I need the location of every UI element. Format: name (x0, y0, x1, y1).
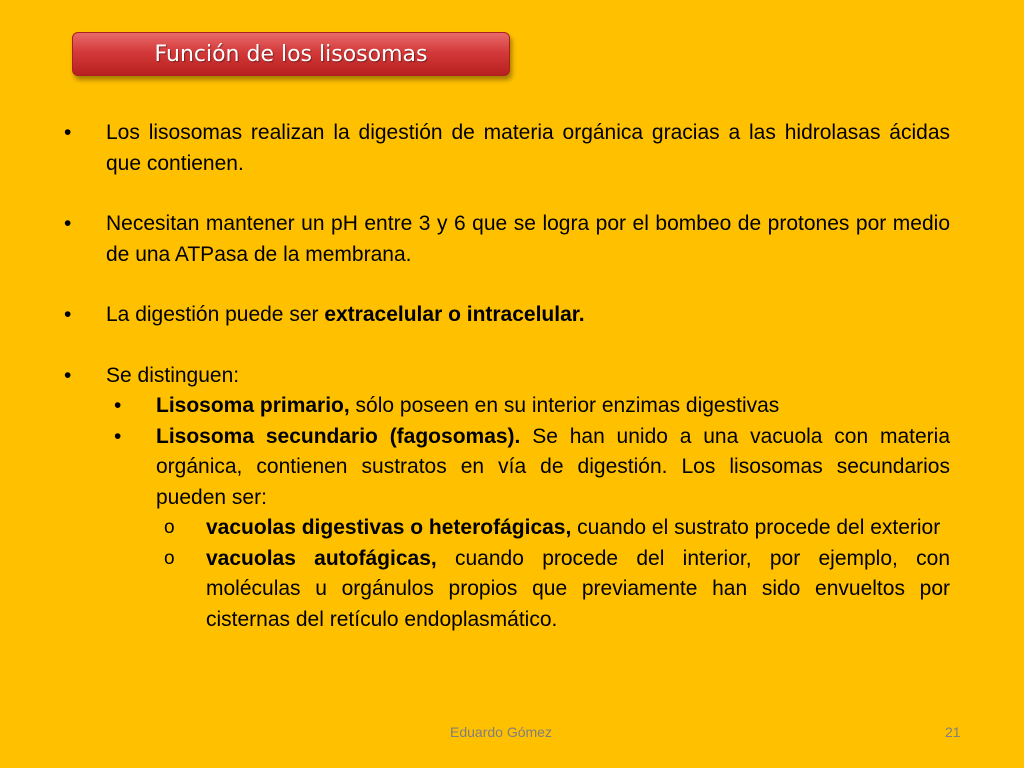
circle-marker: o (164, 517, 175, 538)
bullet-text-plain: sólo poseen en su interior enzimas digestivas (349, 394, 780, 417)
bullet-item (62, 361, 950, 392)
bullet-marker: • (64, 212, 72, 235)
bullet-text-plain: cuando procede del interior, por ejemplo, con moléculas u orgánulos propios que previamente han sido envueltos por cisternas del retículo endoplasmático. (206, 546, 950, 631)
bullet-text-plain: La digestión puede ser (106, 303, 325, 326)
slide-content (62, 118, 950, 635)
bullet-text: Necesitan mantener un pH entre 3 y 6 que se logra por el bombeo de protones por medio de una ATPasa de la membrana. (106, 212, 950, 266)
bullet-text-bold: Lisosoma secundario (fagosomas). (156, 424, 521, 448)
bullet-marker: • (114, 394, 122, 417)
bullet-text-bold: vacuolas autofágicas, (206, 546, 437, 570)
footer-author: Eduardo Gómez (450, 724, 552, 740)
footer-page-number: 21 (945, 724, 961, 740)
sub-sub-bullet-item (164, 544, 950, 636)
bullet-marker: • (64, 363, 72, 387)
circle-marker: o (164, 547, 175, 569)
bullet-marker: • (64, 303, 72, 326)
bullet-text-plain: cuando el sustrato procede del exterior (571, 516, 941, 539)
sub-sub-bullet-item (164, 513, 950, 544)
bullet-text: Se distinguen: (106, 363, 240, 387)
sub-bullet-item (114, 422, 950, 514)
title-box (72, 32, 510, 76)
bullet-text-plain: Se han unido a una vacuola con materia orgánica, contienen sustratos en vía de digestión. Los lisosomas secundarios pueden ser: (156, 424, 951, 509)
bullet-text-bold: vacuolas digestivas o heterofágicas, (206, 516, 572, 539)
slide-title: Función de los lisosomas (154, 41, 428, 67)
bullet-item (62, 118, 950, 179)
bullet-item (62, 209, 950, 270)
bullet-item (62, 300, 950, 331)
sub-bullet-item (114, 391, 950, 422)
bullet-marker: • (64, 121, 72, 144)
bullet-text (206, 513, 950, 544)
bullet-text (206, 544, 950, 636)
bullet-text-bold: extracelular o intracelular. (324, 303, 585, 326)
bullet-text (106, 300, 950, 331)
bullet-marker: • (114, 424, 122, 448)
bullet-text (156, 422, 950, 514)
bullet-text: Los lisosomas realizan la digestión de materia orgánica gracias a las hidrolasas ácidas que contienen. (106, 121, 950, 175)
bullet-text-bold: Lisosoma primario, (156, 394, 350, 417)
bullet-text (156, 391, 950, 422)
